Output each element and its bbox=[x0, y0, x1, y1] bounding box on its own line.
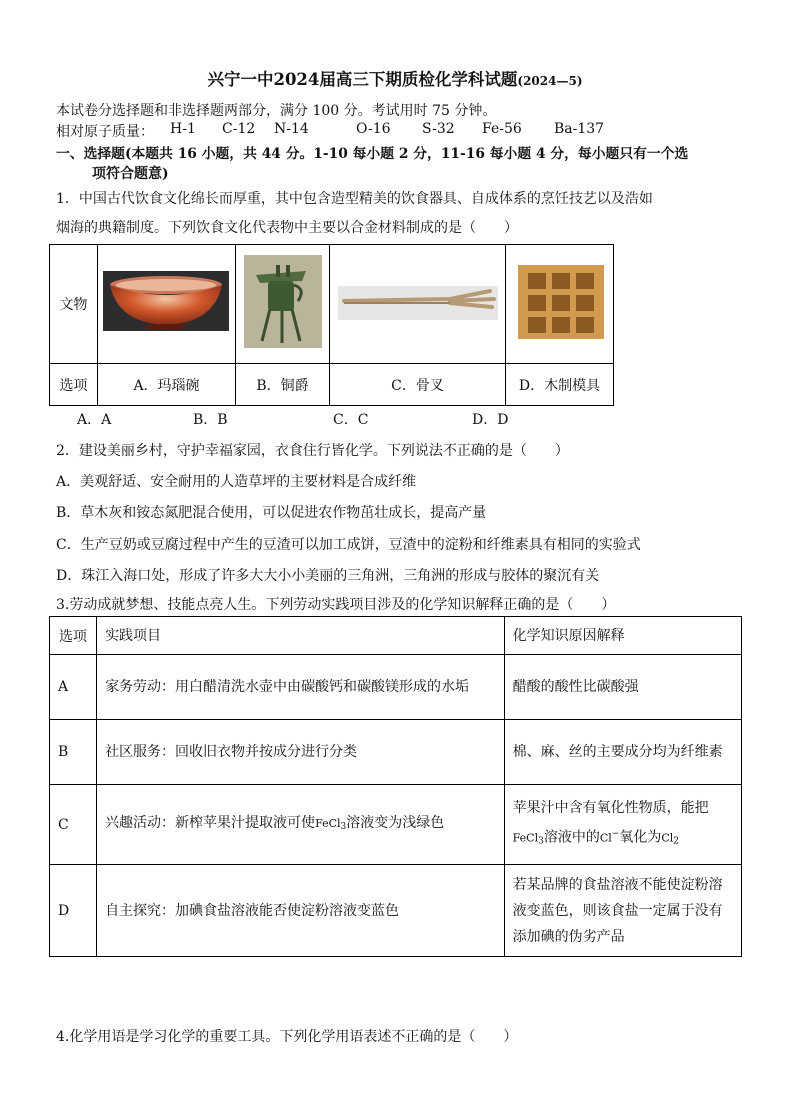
q1-row-label-artifact: 文物 bbox=[50, 245, 98, 364]
mass-n: N-14 bbox=[274, 121, 309, 137]
q1-stem-2: 烟海的典籍制度。下列饮食文化代表物中主要以合金材料制成的是（ ） bbox=[56, 220, 518, 236]
q3-row-d-item: 自主探究：加碘食盐溶液能否使淀粉溶液变蓝色 bbox=[97, 865, 505, 957]
q2-option-c: C．生产豆奶或豆腐过程中产生的豆渣可以加工成饼，豆渣中的淀粉和纤维素具有相同的实验式 bbox=[56, 537, 641, 553]
section1-heading: 一、选择题(本题共 16 小题，共 44 分。1-10 每小题 2 分，11-16 每小题 4 分，每小题只有一个选 bbox=[56, 146, 689, 162]
q3-row-a-explain: 醋酸的酸性比碳酸强 bbox=[504, 655, 741, 720]
q3-row-b-option: B bbox=[50, 720, 97, 785]
bronze-jue-image bbox=[236, 245, 330, 364]
bone-fork-image bbox=[330, 245, 506, 364]
q3-row-c-explain: 苹果汁中含有氧化性物质，能把 FeCl$_3$溶液中的Cl−氧化为$Cl_2$ bbox=[504, 785, 741, 865]
q3-header-explain: 化学知识原因解释 bbox=[504, 617, 741, 655]
q3-row-c-item: 兴趣活动：新榨苹果汁提取液可使FeCl$_3$溶液变为浅绿色 bbox=[97, 785, 505, 865]
q3-header-option: 选项 bbox=[50, 617, 97, 655]
q3-row-d-option: D bbox=[50, 865, 97, 957]
q3-header-item: 实践项目 bbox=[97, 617, 505, 655]
q1-answer-d: D．D bbox=[472, 412, 509, 428]
mass-o: O-16 bbox=[356, 121, 391, 137]
agate-bowl-icon bbox=[98, 245, 235, 359]
q2-stem: 2．建设美丽乡村，守护幸福家园，衣食住行皆化学。下列说法不正确的是（ ） bbox=[56, 443, 569, 459]
q1-row-label-option: 选项 bbox=[50, 364, 98, 406]
intro-line: 本试卷分选择题和非选择题两部分，满分 100 分。考试用时 75 分钟。 bbox=[56, 103, 497, 119]
q3-row-d-explain: 若某品牌的食盐溶液不能使淀粉溶液变蓝色，则该食盐一定属于没有添加碘的伪劣产品 bbox=[504, 865, 741, 957]
q3-stem: 3.劳动成就梦想、技能点亮人生。下列劳动实践项目涉及的化学知识解释正确的是（ ） bbox=[56, 597, 616, 613]
q3-table bbox=[49, 616, 742, 957]
bone-fork-icon bbox=[330, 245, 505, 359]
q1-option-b: B．铜爵 bbox=[236, 364, 330, 406]
mass-ba: Ba-137 bbox=[554, 121, 605, 137]
section1-heading-cont: 项符合题意) bbox=[92, 166, 169, 182]
q2-option-a: A．美观舒适、安全耐用的人造草坪的主要材料是合成纤维 bbox=[56, 474, 417, 490]
mass-fe: Fe-56 bbox=[482, 121, 522, 137]
q1-stem-1: 1．中国古代饮食文化绵长而厚重，其中包含造型精美的饮食器具、自成体系的烹饪技艺以及浩如 bbox=[56, 191, 653, 207]
q1-table bbox=[49, 244, 614, 406]
q1-option-a: A．玛瑙碗 bbox=[98, 364, 236, 406]
q3-row-b-item: 社区服务：回收旧衣物并按成分进行分类 bbox=[97, 720, 505, 785]
wooden-mold-icon bbox=[506, 245, 613, 359]
q1-answer-a: A．A bbox=[77, 412, 112, 428]
atomic-masses: 相对原子质量： bbox=[56, 124, 154, 140]
q3-row-a-item: 家务劳动：用白醋清洗水壶中由碳酸钙和碳酸镁形成的水垢 bbox=[97, 655, 505, 720]
q4-stem: 4.化学用语是学习化学的重要工具。下列化学用语表述不正确的是（ ） bbox=[56, 1029, 518, 1045]
q3-row-b-explain: 棉、麻、丝的主要成分均为纤维素 bbox=[504, 720, 741, 785]
q1-answer-b: B．B bbox=[193, 412, 228, 428]
bronze-jue-icon bbox=[236, 245, 329, 359]
q2-option-b: B．草木灰和铵态氮肥混合使用，可以促进农作物茁壮成长，提高产量 bbox=[56, 505, 487, 521]
q2-option-d: D．珠江入海口处，形成了许多大大小小美丽的三角洲，三角洲的形成与胶体的聚沉有关 bbox=[56, 568, 600, 584]
mass-s: S-32 bbox=[422, 121, 455, 137]
q3-row-c-option: C bbox=[50, 785, 97, 865]
q1-option-d: D．木制模具 bbox=[506, 364, 614, 406]
mass-c: C-12 bbox=[222, 121, 256, 137]
page-title: 兴宁一中2024届高三下期质检化学科试题(2024—5) bbox=[207, 70, 583, 89]
q1-answer-c: C．C bbox=[333, 412, 369, 428]
q3-row-a-option: A bbox=[50, 655, 97, 720]
agate-bowl-image bbox=[98, 245, 236, 364]
q1-option-c: C．骨叉 bbox=[330, 364, 506, 406]
wooden-mold-image bbox=[506, 245, 614, 364]
mass-h: H-1 bbox=[170, 121, 196, 137]
